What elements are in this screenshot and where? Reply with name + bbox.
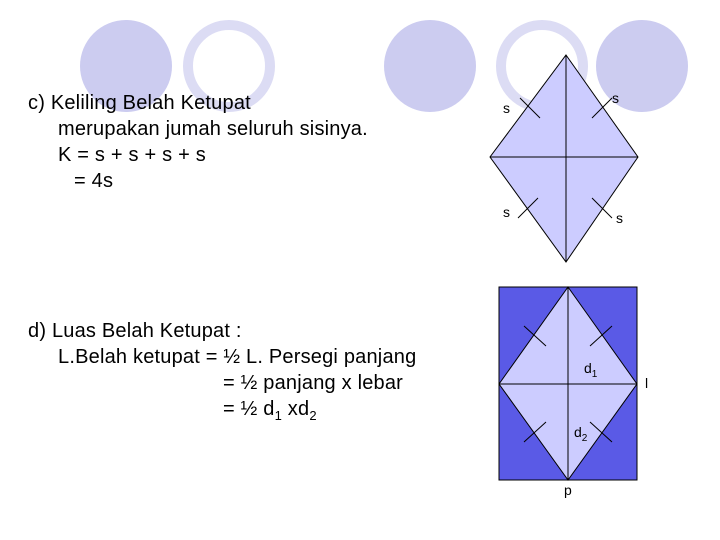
rectangle-width-label: l — [645, 375, 649, 391]
diagonal-label-d1: $d_1$ — [584, 360, 598, 380]
perimeter-formula: K = s + s + s + s — [58, 144, 206, 166]
perimeter-heading: c) Keliling Belah Ketupat — [28, 92, 251, 114]
area-formula-line: L.Belah ketupat = ½ L. Persegi panjang — [58, 346, 417, 368]
diagonal-label-d2: $d_2$ — [574, 424, 588, 444]
top-rhombus — [490, 55, 638, 262]
side-label-top-right: s — [612, 90, 619, 106]
area-final-prefix: = ½ d — [223, 398, 275, 420]
side-label-top-left: s — [503, 100, 510, 116]
perimeter-description: merupakan jumah seluruh sisinya. — [58, 118, 368, 140]
rectangle-length-label: p — [564, 482, 572, 498]
area-heading: d) Luas Belah Ketupat : — [28, 320, 242, 342]
side-label-bottom-right: s — [616, 210, 623, 226]
area-formula-step: = ½ panjang x lebar — [223, 372, 404, 394]
area-final-mid: xd — [282, 398, 310, 420]
side-label-bottom-left: s — [503, 204, 510, 220]
area-final-sub2: 2 — [309, 408, 317, 423]
area-final-sub1: 1 — [274, 408, 283, 423]
perimeter-result: = 4s — [74, 170, 114, 192]
